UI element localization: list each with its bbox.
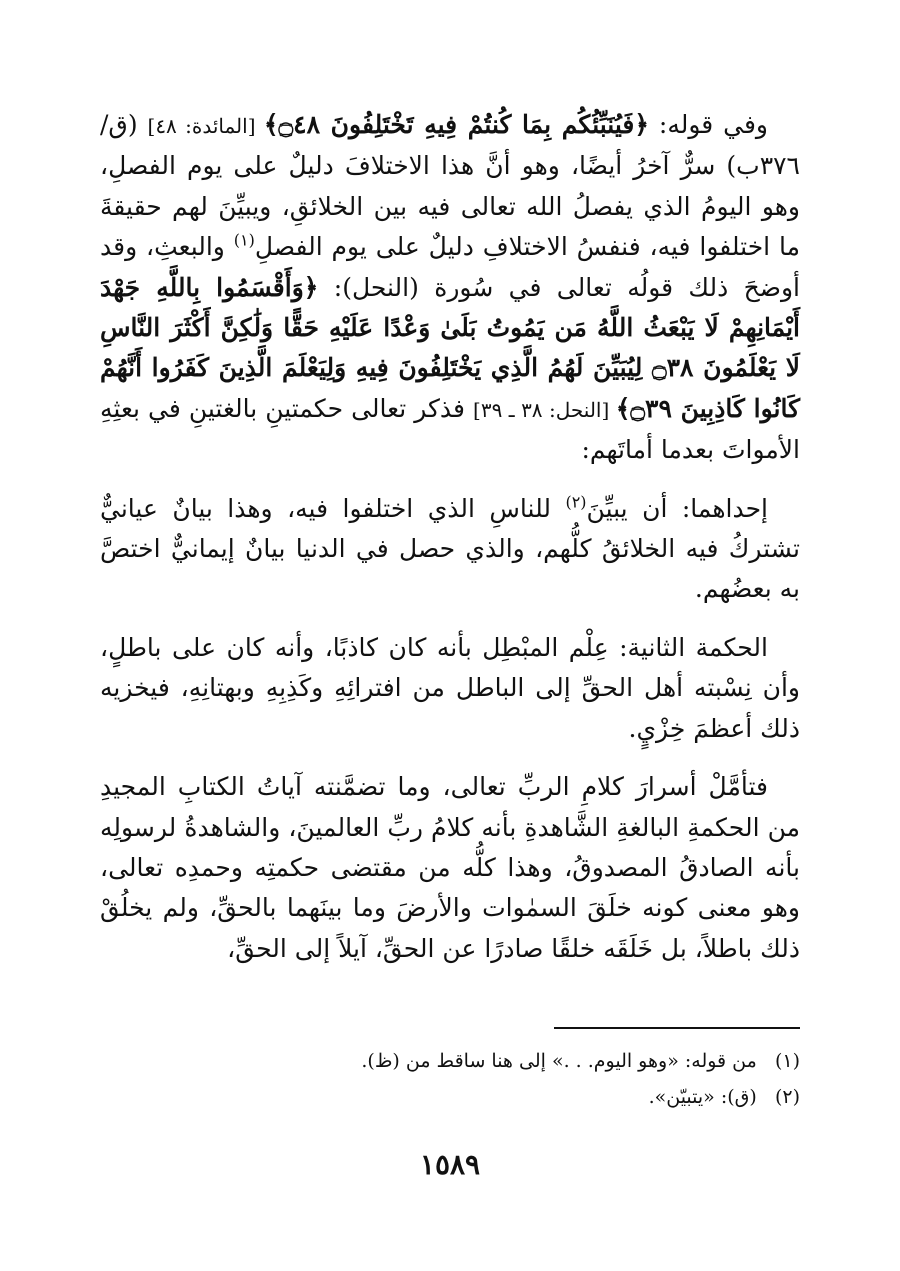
text-segment: (ق/٣٧٦ب) سرٌّ آخرُ أيضًا، وهو أنَّ هذا الاختلافَ دليلٌ على يوم الفصلِ، وهو اليومُ الذي يفصلُ الله تعالى فيه بين الخلائقِ، ويبيِّنَ لهم حقيقةَ ما اختلفوا فيه، فنفسُ الاختلافِ دليلٌ على يوم الفصلِ (100, 110, 801, 262)
footnote-number: (١) (774, 1050, 800, 1072)
text-segment: فذكر تعالى حكمتينِ بالغتينِ في بعثِهِ الأمواتَ بعدما أماتَهم: (100, 393, 800, 465)
footnote-2 (100, 1079, 800, 1115)
text-segment: للناسِ الذي اختلفوا فيه، وهذا بيانٌ عيانيٌّ تشتركُ فيه الخلائقُ كلُّهم، والذي حصل في الدنيا بيانٌ إيمانيٌّ اختصَّ به بعضُهم. (100, 493, 800, 604)
footnote-marker: (١) (233, 230, 255, 250)
main-text (100, 105, 800, 969)
text-segment: وفي قوله: (648, 110, 768, 139)
text-segment: إحداهما: أن يبيِّنَ (586, 493, 769, 523)
quran-verse: ﴿فَيُنَبِّئُكُم بِمَا كُنتُمْ فِيهِ تَخْتَلِفُونَ ۝٤٨﴾ (263, 110, 649, 139)
paragraph-2 (100, 489, 800, 610)
paragraph-4 (100, 767, 800, 969)
verse-reference: [المائدة: ٤٨] (147, 114, 264, 138)
text-segment: والبعثِ، وقد أوضحَ ذلك قولُه تعالى في سُورة (النحل): (100, 232, 800, 302)
paragraph-1 (100, 105, 800, 471)
footnote-number: (٢) (774, 1086, 800, 1108)
page-number: ١٥٨٩ (419, 1148, 481, 1181)
verse-reference: [النحل: ٣٨ ـ ٣٩] (473, 397, 616, 422)
paragraph-3 (100, 628, 800, 749)
footnotes (100, 1043, 800, 1115)
footnote-text: من قوله: «وهو اليوم. . .» إلى هنا ساقط من (ظ). (361, 1050, 757, 1072)
text-segment: الحكمة الثانية: عِلْم المبْطِل بأنه كان كاذبًا، وأنه كان على باطلٍ، وأن نِسْبته أهل الحقِّ إلى الباطل من افترائِهِ وكَذِبِهِ وبهتانِهِ، فيخزيه ذلك أعظمَ خِزْيٍ. (100, 632, 800, 743)
quran-verse: ﴿وَأَقْسَمُوا بِاللَّهِ جَهْدَ أَيْمَانِهِمْ لَا يَبْعَثُ اللَّهُ مَن يَمُوتُ بَلَىٰ وَعْدًا عَلَيْهِ حَقًّا وَلَٰكِنَّ أَكْثَرَ النَّاسِ لَا يَعْلَمُونَ ۝٣٨ لِيُبَيِّنَ لَهُمُ الَّذِي يَخْتَلِفُونَ فِيهِ وَلِيَعْلَمَ الَّذِينَ كَفَرُوا أَنَّهُمْ كَانُوا كَاذِبِينَ ۝٣٩﴾ (100, 272, 800, 423)
text-segment: فتأمَّلْ أسرارَ كلامِ الربِّ تعالى، وما تضمَّنته آياتُ الكتابِ المجيدِ من الحكمةِ البالغةِ الشَّاهدةِ بأنه كلامُ ربِّ العالمينَ، والشاهدةُ لرسولِه بأنه الصادقُ المصدوقُ، وهذا كلُّه من مقتضى حكمتِه وحمدِه تعالى، وهو معنى كونه خلَقَ السمٰوات والأرضَ وما بينَهما بالحقِّ، ولم يخلُقْ ذلك باطلاً، بل خَلَقَه خلقًا صادرًا عن الحقِّ، آيلاً إلى الحقِّ، (100, 772, 800, 963)
footnote-separator (554, 1027, 800, 1029)
footnote-marker: (٢) (565, 492, 587, 512)
footnote-1 (100, 1043, 800, 1079)
footnote-text: (ق): «يتبيّن». (648, 1086, 757, 1108)
